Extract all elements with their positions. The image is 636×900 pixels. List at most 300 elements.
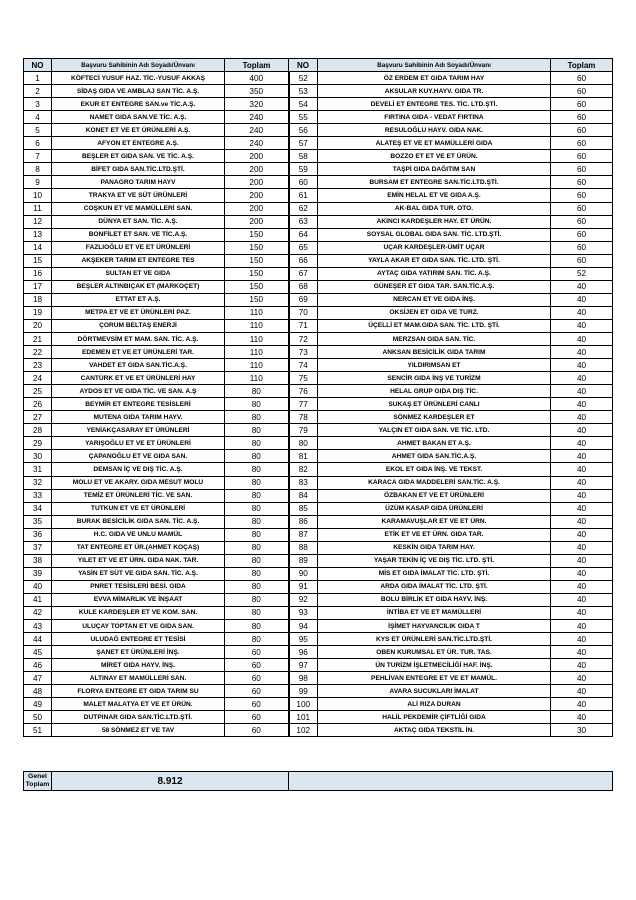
table-row <box>24 137 613 150</box>
entry-no: 31 <box>24 463 52 476</box>
entry-no: 25 <box>24 385 52 398</box>
entry-name: KÖFTECİ YUSUF HAZ. TİC.-YUSUF AKKAŞ <box>52 72 225 85</box>
entry-total: 80 <box>225 593 289 606</box>
header-name-left: Başvuru Sahibinin Adı Soyadı/Ünvanı <box>52 59 225 72</box>
entry-total: 40 <box>551 372 613 385</box>
grand-total-label <box>24 772 52 791</box>
entry-no: 42 <box>24 606 52 619</box>
entry-no: 84 <box>289 489 318 502</box>
entry-total: 60 <box>225 711 289 724</box>
entry-total: 40 <box>551 306 613 319</box>
entry-name: AYTAÇ GIDA YATIRIM SAN. TİC. A.Ş. <box>318 267 551 280</box>
entry-no: 5 <box>24 124 52 137</box>
entry-no: 28 <box>24 424 52 437</box>
entry-no: 70 <box>289 306 318 319</box>
entry-no: 77 <box>289 398 318 411</box>
entry-no: 75 <box>289 372 318 385</box>
entry-no: 49 <box>24 698 52 711</box>
entry-total: 40 <box>551 698 613 711</box>
table-row <box>24 450 613 463</box>
table-row <box>24 633 613 646</box>
entry-name: EMİN HELAL ET VE GIDA A.Ş. <box>318 189 551 202</box>
entry-no: 61 <box>289 189 318 202</box>
entry-no: 71 <box>289 319 318 332</box>
entry-total: 80 <box>225 476 289 489</box>
table-row <box>24 241 613 254</box>
entry-name: PNRET TESİSLERİ BESİ. GIDA <box>52 580 225 593</box>
entry-name: AKTAÇ GIDA TEKSTİL İN. <box>318 724 551 737</box>
entry-name: MUTENA GIDA TARIM HAYV. <box>52 411 225 424</box>
entry-total: 80 <box>225 437 289 450</box>
entry-no: 76 <box>289 385 318 398</box>
entry-no: 4 <box>24 111 52 124</box>
entry-total: 40 <box>551 489 613 502</box>
grand-total-table <box>23 771 613 791</box>
entry-name: UÇAR KARDEŞLER-ÜMİT UÇAR <box>318 241 551 254</box>
entry-name: EKUR ET ENTEGRE SAN.ve TİC.A.Ş. <box>52 98 225 111</box>
table-row <box>24 437 613 450</box>
entry-total: 110 <box>225 332 289 345</box>
entry-name: BURSAM ET ENTEGRE SAN.TİC.LTD.ŞTİ. <box>318 176 551 189</box>
entry-no: 69 <box>289 293 318 306</box>
entry-name: KARACA GIDA MADDELERİ SAN.TİC. A.Ş. <box>318 476 551 489</box>
entry-no: 101 <box>289 711 318 724</box>
entry-name: YARIŞOĞLU ET VE ET ÜRÜNLERİ <box>52 437 225 450</box>
entry-no: 74 <box>289 359 318 372</box>
entry-total: 40 <box>551 476 613 489</box>
entry-name: KESKİN GIDA TARIM HAY. <box>318 541 551 554</box>
entry-total: 40 <box>551 424 613 437</box>
entry-total: 40 <box>551 398 613 411</box>
table-row <box>24 85 613 98</box>
table-row <box>24 111 613 124</box>
entry-name: NAMET GIDA SAN.VE TİC. A.Ş. <box>52 111 225 124</box>
entry-total: 320 <box>225 98 289 111</box>
entry-total: 40 <box>551 450 613 463</box>
table-row <box>24 424 613 437</box>
entry-total: 80 <box>225 541 289 554</box>
entry-no: 73 <box>289 346 318 359</box>
entry-name: SUKAŞ ET ÜRÜNLERİ CANLI <box>318 398 551 411</box>
entry-no: 56 <box>289 124 318 137</box>
entry-total: 40 <box>551 437 613 450</box>
table-row <box>24 267 613 280</box>
entry-no: 21 <box>24 332 52 345</box>
header-total-right: Toplam <box>551 59 613 72</box>
entry-name: OBEN KURUMSAL ET ÜR. TUR. TAS. <box>318 646 551 659</box>
entry-no: 62 <box>289 202 318 215</box>
entry-no: 58 <box>289 150 318 163</box>
entry-no: 41 <box>24 593 52 606</box>
entry-name: ETİK ET VE ET ÜRN. GIDA TAR. <box>318 528 551 541</box>
entry-no: 94 <box>289 620 318 633</box>
entry-no: 100 <box>289 698 318 711</box>
entry-name: EKOL ET GIDA İNŞ. VE TEKST. <box>318 463 551 476</box>
entry-total: 80 <box>225 424 289 437</box>
entry-name: SOYSAL GLOBAL GIDA SAN. TİC. LTD.ŞTİ. <box>318 228 551 241</box>
entry-no: 23 <box>24 359 52 372</box>
header-row <box>24 59 613 72</box>
entry-total: 60 <box>225 698 289 711</box>
entry-name: SÖNMEZ KARDEŞLER ET <box>318 411 551 424</box>
entry-total: 80 <box>225 385 289 398</box>
entry-total: 150 <box>225 254 289 267</box>
table-row <box>24 646 613 659</box>
table-row <box>24 346 613 359</box>
entry-name: ÜÇELLİ ET MAM.GIDA SAN. TİC. LTD. ŞTİ. <box>318 319 551 332</box>
table-row <box>24 580 613 593</box>
entry-total: 40 <box>551 672 613 685</box>
table-row <box>24 672 613 685</box>
entry-no: 57 <box>289 137 318 150</box>
entry-total: 240 <box>225 137 289 150</box>
entry-name: BOZZO ET ET VE ET ÜRÜN. <box>318 150 551 163</box>
entry-no: 24 <box>24 372 52 385</box>
entry-no: 12 <box>24 215 52 228</box>
entry-name: FAZLIOĞLU ET VE ET ÜRÜNLERİ <box>52 241 225 254</box>
entry-total: 40 <box>551 346 613 359</box>
entry-no: 35 <box>24 515 52 528</box>
entry-no: 3 <box>24 98 52 111</box>
entry-total: 60 <box>551 163 613 176</box>
entry-no: 72 <box>289 332 318 345</box>
entry-name: DÜNYA ET SAN. TİC. A.Ş. <box>52 215 225 228</box>
entry-total: 40 <box>551 528 613 541</box>
entry-name: ULUÇAY TOPTAN ET VE GIDA SAN. <box>52 620 225 633</box>
entry-name: BEŞLER ALTINBIÇAK ET (MARKOÇET) <box>52 280 225 293</box>
entry-name: ANKSAN BESİCİLİK GIDA TARIM <box>318 346 551 359</box>
entry-name: TEMİZ ET ÜRÜNLERİ TİC. VE SAN. <box>52 489 225 502</box>
entry-no: 27 <box>24 411 52 424</box>
table-row <box>24 463 613 476</box>
entry-total: 80 <box>225 580 289 593</box>
entry-name: METPA ET VE ET ÜRÜNLERİ PAZ. <box>52 306 225 319</box>
entry-no: 89 <box>289 554 318 567</box>
table-row <box>24 724 613 737</box>
entry-name: YILET ET VE ET ÜRN. GIDA NAK. TAR. <box>52 554 225 567</box>
grand-total-label-line2: Toplam <box>25 781 50 788</box>
entry-no: 29 <box>24 437 52 450</box>
entry-name: ÜN TURİZM İŞLETMECİLİĞİ HAF. İNŞ. <box>318 659 551 672</box>
entry-name: PANAGRO TARIM HAYV <box>52 176 225 189</box>
entry-name: TUTKUN ET VE ET ÜRÜNLERİ <box>52 502 225 515</box>
entry-no: 7 <box>24 150 52 163</box>
entry-total: 240 <box>225 111 289 124</box>
entry-no: 67 <box>289 267 318 280</box>
entry-name: EDEMEN ET VE ET ÜRÜNLERİ TAR. <box>52 346 225 359</box>
entry-total: 40 <box>551 411 613 424</box>
entry-no: 44 <box>24 633 52 646</box>
entry-total: 60 <box>225 724 289 737</box>
entry-no: 36 <box>24 528 52 541</box>
entry-total: 60 <box>225 685 289 698</box>
entry-name: PEHLİVAN ENTEGRE ET VE ET MAMÜL. <box>318 672 551 685</box>
entry-total: 40 <box>551 541 613 554</box>
table-row <box>24 554 613 567</box>
entry-total: 40 <box>551 463 613 476</box>
entry-no: 54 <box>289 98 318 111</box>
entry-total: 80 <box>225 502 289 515</box>
entry-no: 60 <box>289 176 318 189</box>
table-row <box>24 306 613 319</box>
entry-name: SENCİR GIDA İNŞ VE TURİZM <box>318 372 551 385</box>
table-row <box>24 502 613 515</box>
entry-no: 92 <box>289 593 318 606</box>
table-body <box>24 72 613 737</box>
table-row <box>24 711 613 724</box>
entry-total: 40 <box>551 633 613 646</box>
entry-name: SİDAŞ GIDA VE AMBLAJ SAN TİC. A.Ş. <box>52 85 225 98</box>
table-row <box>24 685 613 698</box>
table-row <box>24 176 613 189</box>
entry-name: OKSİJEN ET GIDA VE TURZ. <box>318 306 551 319</box>
entry-total: 150 <box>225 241 289 254</box>
entry-total: 40 <box>551 359 613 372</box>
entry-total: 60 <box>551 241 613 254</box>
entry-total: 80 <box>225 567 289 580</box>
entry-no: 39 <box>24 567 52 580</box>
entry-no: 93 <box>289 606 318 619</box>
table-row <box>24 202 613 215</box>
entry-name: AYDOS ET VE GIDA TİC. VE SAN. A.Ş <box>52 385 225 398</box>
entry-total: 80 <box>225 528 289 541</box>
entry-name: MALET MALATYA ET VE ET ÜRÜN. <box>52 698 225 711</box>
entry-total: 40 <box>551 293 613 306</box>
entry-no: 48 <box>24 685 52 698</box>
entry-no: 91 <box>289 580 318 593</box>
entry-no: 43 <box>24 620 52 633</box>
entry-name: ULUDAĞ ENTEGRE ET TESİSİ <box>52 633 225 646</box>
entry-name: TRAKYA ET VE SÜT ÜRÜNLERİ <box>52 189 225 202</box>
entry-no: 1 <box>24 72 52 85</box>
table-row <box>24 254 613 267</box>
entry-total: 40 <box>551 515 613 528</box>
entry-no: 87 <box>289 528 318 541</box>
table-row <box>24 228 613 241</box>
table-row <box>24 215 613 228</box>
table-row <box>24 124 613 137</box>
entry-no: 30 <box>24 450 52 463</box>
entry-name: ÖZBAKAN ET VE ET ÜRÜNLERİ <box>318 489 551 502</box>
entry-no: 90 <box>289 567 318 580</box>
entry-no: 10 <box>24 189 52 202</box>
entry-name: RESULOĞLU HAYV. GIDA NAK. <box>318 124 551 137</box>
entry-total: 200 <box>225 215 289 228</box>
entry-total: 60 <box>551 111 613 124</box>
entry-total: 80 <box>225 489 289 502</box>
entry-total: 30 <box>551 724 613 737</box>
entry-name: SULTAN ET VE GIDA <box>52 267 225 280</box>
table-row <box>24 150 613 163</box>
table-row <box>24 372 613 385</box>
entry-total: 60 <box>551 254 613 267</box>
entry-no: 78 <box>289 411 318 424</box>
entry-name: ŞANET ET ÜRÜNLERİ İNŞ. <box>52 646 225 659</box>
entry-name: AHMET GIDA SAN.TİC.A.Ş. <box>318 450 551 463</box>
entry-no: 53 <box>289 85 318 98</box>
entry-total: 60 <box>551 137 613 150</box>
entry-total: 60 <box>551 72 613 85</box>
entry-no: 19 <box>24 306 52 319</box>
entry-name: KYS ET ÜRÜNLERİ SAN.TİC.LTD.ŞTİ. <box>318 633 551 646</box>
entry-total: 350 <box>225 85 289 98</box>
entry-name: BİFET GIDA SAN.TİC.LTD.ŞTİ. <box>52 163 225 176</box>
entry-no: 45 <box>24 646 52 659</box>
entry-name: İNTİBA ET VE ET MAMÜLLERİ <box>318 606 551 619</box>
entry-total: 110 <box>225 346 289 359</box>
entry-total: 80 <box>225 411 289 424</box>
entry-name: FLORYA ENTEGRE ET GIDA TARIM SU <box>52 685 225 698</box>
table-row <box>24 593 613 606</box>
entry-total: 40 <box>551 319 613 332</box>
entry-total: 80 <box>225 450 289 463</box>
table-row <box>24 620 613 633</box>
table-row <box>24 489 613 502</box>
entry-total: 60 <box>551 150 613 163</box>
entry-total: 240 <box>225 124 289 137</box>
entry-name: AKSULAR KUY.HAYV. GIDA TR. <box>318 85 551 98</box>
table-row <box>24 476 613 489</box>
entry-total: 40 <box>551 606 613 619</box>
entry-no: 52 <box>289 72 318 85</box>
entry-total: 150 <box>225 280 289 293</box>
entry-no: 82 <box>289 463 318 476</box>
grand-total-label-line1: Genel <box>28 773 47 780</box>
entry-no: 95 <box>289 633 318 646</box>
entry-no: 17 <box>24 280 52 293</box>
entry-total: 40 <box>551 554 613 567</box>
entry-no: 99 <box>289 685 318 698</box>
entry-total: 60 <box>551 189 613 202</box>
entry-total: 80 <box>225 633 289 646</box>
entry-total: 200 <box>225 150 289 163</box>
entry-total: 400 <box>225 72 289 85</box>
entry-total: 40 <box>551 567 613 580</box>
entry-no: 18 <box>24 293 52 306</box>
table-row <box>24 411 613 424</box>
entry-name: AK-BAL GIDA TUR. OTO. <box>318 202 551 215</box>
entry-name: BEŞLER ET GIDA SAN. VE TİC. A.Ş. <box>52 150 225 163</box>
entry-name: TAŞPİ GIDA DAĞITIM SAN <box>318 163 551 176</box>
entry-no: 102 <box>289 724 318 737</box>
header-no-right: NO <box>289 59 318 72</box>
entry-no: 83 <box>289 476 318 489</box>
table-row <box>24 359 613 372</box>
entry-name: COŞKUN ET VE MAMÜLLERİ SAN. <box>52 202 225 215</box>
entry-no: 86 <box>289 515 318 528</box>
entry-name: EVVA MİMARLIK VE İNŞAAT <box>52 593 225 606</box>
entry-name: AVARA SUCUKLARI İMALAT <box>318 685 551 698</box>
entry-total: 40 <box>551 620 613 633</box>
entry-no: 64 <box>289 228 318 241</box>
entry-total: 40 <box>551 385 613 398</box>
entry-total: 110 <box>225 359 289 372</box>
table-row <box>24 385 613 398</box>
entry-no: 63 <box>289 215 318 228</box>
entry-no: 97 <box>289 659 318 672</box>
entry-name: BEYMİR ET ENTEGRE TESİSLERİ <box>52 398 225 411</box>
entry-total: 80 <box>225 606 289 619</box>
entry-name: YILDIRIMSAN ET <box>318 359 551 372</box>
entry-total: 60 <box>551 176 613 189</box>
entry-no: 96 <box>289 646 318 659</box>
table-row <box>24 398 613 411</box>
entry-no: 15 <box>24 254 52 267</box>
entry-no: 37 <box>24 541 52 554</box>
entry-total: 150 <box>225 293 289 306</box>
entry-total: 60 <box>225 672 289 685</box>
entry-no: 33 <box>24 489 52 502</box>
entry-name: CANTÜRK ET VE ET ÜRÜNLERİ HAY <box>52 372 225 385</box>
entry-no: 68 <box>289 280 318 293</box>
entry-total: 40 <box>551 685 613 698</box>
entry-total: 80 <box>225 463 289 476</box>
grand-total-row <box>24 772 613 791</box>
entry-no: 47 <box>24 672 52 685</box>
entry-no: 14 <box>24 241 52 254</box>
entry-total: 40 <box>551 646 613 659</box>
entry-name: BOLU BİRLİK ET GIDA HAYV. İNŞ. <box>318 593 551 606</box>
entry-no: 38 <box>24 554 52 567</box>
entry-no: 66 <box>289 254 318 267</box>
entry-total: 60 <box>225 659 289 672</box>
table-row <box>24 280 613 293</box>
entry-total: 80 <box>225 398 289 411</box>
entry-name: İŞİMET HAYVANCILIK GIDA T <box>318 620 551 633</box>
table-row <box>24 606 613 619</box>
table-row <box>24 319 613 332</box>
entry-no: 8 <box>24 163 52 176</box>
entry-name: YENİAKÇASARAY ET ÜRÜNLERİ <box>52 424 225 437</box>
entry-name: FIRTINA GIDA - VEDAT FIRTINA <box>318 111 551 124</box>
entry-name: DEMSAN İÇ VE DIŞ TİC. A.Ş. <box>52 463 225 476</box>
entry-no: 46 <box>24 659 52 672</box>
entry-no: 20 <box>24 319 52 332</box>
entry-total: 40 <box>551 332 613 345</box>
entry-name: 58 SÖNMEZ ET VE TAV <box>52 724 225 737</box>
table-row <box>24 515 613 528</box>
entry-total: 80 <box>225 620 289 633</box>
entry-total: 110 <box>225 372 289 385</box>
entry-name: BONFİLET ET SAN. VE TİC.A.Ş. <box>52 228 225 241</box>
entry-name: MOLU ET VE AKARY. GIDA MESUT MOLU <box>52 476 225 489</box>
entry-total: 40 <box>551 593 613 606</box>
entry-no: 79 <box>289 424 318 437</box>
entry-name: MİRET GIDA HAYV. İNŞ. <box>52 659 225 672</box>
entry-name: BURAK BESİCİLİK GIDA SAN. TİC. A.Ş. <box>52 515 225 528</box>
entry-no: 59 <box>289 163 318 176</box>
entry-total: 150 <box>225 228 289 241</box>
entry-no: 88 <box>289 541 318 554</box>
entry-no: 13 <box>24 228 52 241</box>
table-row <box>24 293 613 306</box>
entry-name: KARAMAVUŞLAR ET VE ET ÜRN. <box>318 515 551 528</box>
entry-no: 6 <box>24 137 52 150</box>
entry-name: AKŞEKER TARIM ET ENTEGRE TES <box>52 254 225 267</box>
entry-name: MİS ET GIDA İMALAT TİC. LTD. ŞTİ. <box>318 567 551 580</box>
entry-no: 34 <box>24 502 52 515</box>
entry-name: ETTAT ET A.Ş. <box>52 293 225 306</box>
table-row <box>24 567 613 580</box>
entry-no: 81 <box>289 450 318 463</box>
entry-total: 110 <box>225 319 289 332</box>
entry-name: YAYLA AKAR ET GIDA SAN. TİC. LTD. ŞTİ. <box>318 254 551 267</box>
header-name-right: Başvuru Sahibinin Adı Soyadı/Ünvanı <box>318 59 551 72</box>
header-no-left: NO <box>24 59 52 72</box>
entry-no: 26 <box>24 398 52 411</box>
entry-total: 40 <box>551 502 613 515</box>
entry-total: 60 <box>225 646 289 659</box>
